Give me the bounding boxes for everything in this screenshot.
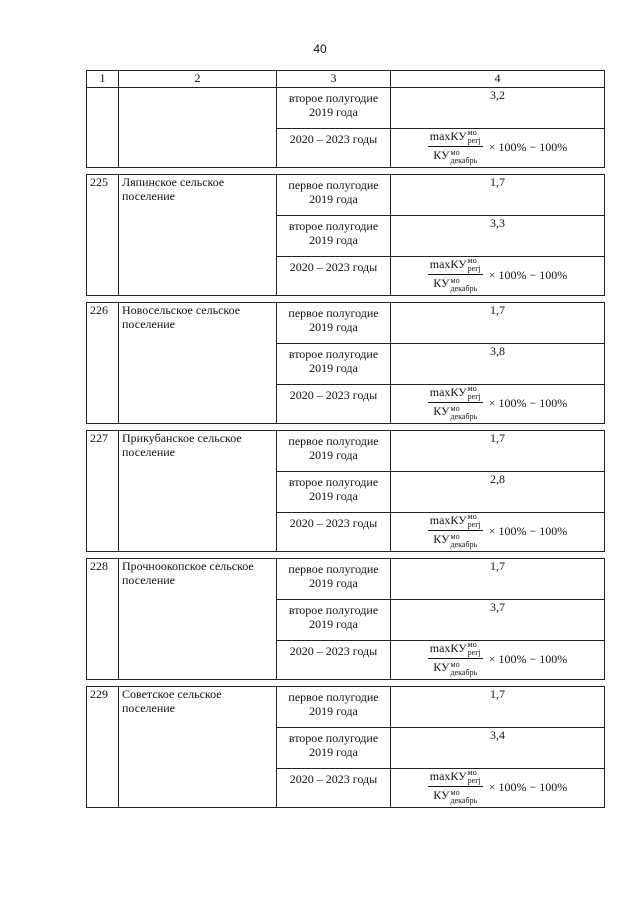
period-cell: 2020 – 2023 годы [277, 513, 391, 552]
formula-den-indices [451, 789, 478, 805]
formula-cell [391, 513, 605, 552]
formula-num-base: maxКУ [429, 769, 467, 783]
value-cell: 3,7 [391, 600, 605, 641]
formula-den-indices [451, 405, 478, 421]
formula-tail: × 100% − 100% [488, 651, 568, 666]
table-row [87, 175, 605, 216]
row-number: 225 [87, 175, 119, 296]
formula-den-sup: мо [450, 787, 460, 797]
formula-num-sub: регj [467, 520, 481, 530]
formula-tail: × 100% − 100% [488, 779, 568, 794]
value-cell: 1,7 [391, 175, 605, 216]
formula-fraction [428, 769, 483, 805]
value-cell: 3,4 [391, 728, 605, 769]
formula-num-indices [468, 385, 481, 401]
formula-denominator [431, 403, 479, 420]
period-cell: второе полугодие 2019 года [277, 216, 391, 257]
header-cell: 2 [119, 71, 277, 88]
group-separator [87, 168, 605, 175]
value-cell: 1,7 [391, 687, 605, 728]
formula-num-sup: мо [467, 128, 477, 138]
formula-den-indices [451, 533, 478, 549]
formula-numerator [428, 385, 483, 403]
formula-denominator [431, 659, 479, 676]
formula-fraction [428, 513, 483, 549]
value-cell: 1,7 [391, 303, 605, 344]
formula-den-base: КУ [433, 788, 450, 803]
formula-numerator [428, 513, 483, 531]
formula-den-sub: декабрь [450, 283, 478, 293]
row-number: 229 [87, 687, 119, 808]
period-cell: первое полугодие 2019 года [277, 175, 391, 216]
period-cell: второе полугодие 2019 года [277, 344, 391, 385]
formula-den-indices [451, 277, 478, 293]
period-cell: 2020 – 2023 годы [277, 385, 391, 424]
formula-num-sup: мо [467, 384, 477, 394]
period-cell: второе полугодие 2019 года [277, 472, 391, 513]
period-cell: второе полугодие 2019 года [277, 728, 391, 769]
header-row [87, 71, 605, 88]
row-number [87, 88, 119, 168]
formula-den-sup: мо [450, 275, 460, 285]
formula-num-base: maxКУ [429, 257, 467, 271]
settlement-name: Прочноокопское сельское поселение [119, 559, 277, 680]
formula-fraction [428, 641, 483, 677]
formula-fraction [428, 385, 483, 421]
formula-den-sup: мо [450, 147, 460, 157]
group-separator [87, 424, 605, 431]
formula-num-sub: регj [467, 392, 481, 402]
formula-den-base: КУ [433, 532, 450, 547]
separator-cell [87, 424, 605, 431]
settlement-name: Прикубанское сельское поселение [119, 431, 277, 552]
growth-formula [428, 641, 568, 677]
formula-num-sup: мо [467, 512, 477, 522]
formula-tail: × 100% − 100% [488, 139, 568, 154]
tariff-table [86, 70, 605, 808]
header-cell: 4 [391, 71, 605, 88]
value-cell: 3,3 [391, 216, 605, 257]
period-cell: 2020 – 2023 годы [277, 129, 391, 168]
formula-denominator [431, 531, 479, 548]
formula-den-sub: декабрь [450, 667, 478, 677]
formula-den-indices [451, 661, 478, 677]
settlement-name: Ляпинское сельское поселение [119, 175, 277, 296]
period-cell: второе полугодие 2019 года [277, 88, 391, 129]
formula-den-indices [451, 149, 478, 165]
formula-num-sup: мо [467, 256, 477, 266]
row-number: 228 [87, 559, 119, 680]
formula-den-sub: декабрь [450, 411, 478, 421]
formula-num-sub: регj [467, 648, 481, 658]
period-cell: первое полугодие 2019 года [277, 303, 391, 344]
formula-cell [391, 129, 605, 168]
formula-num-indices [468, 129, 481, 145]
table-row [87, 431, 605, 472]
settlement-name: Новосельское сельское поселение [119, 303, 277, 424]
settlement-name: Советское сельское поселение [119, 687, 277, 808]
table-row [87, 88, 605, 129]
formula-den-sub: декабрь [450, 795, 478, 805]
period-cell: 2020 – 2023 годы [277, 257, 391, 296]
formula-num-base: maxКУ [429, 385, 467, 399]
period-cell: 2020 – 2023 годы [277, 641, 391, 680]
formula-num-sup: мо [467, 640, 477, 650]
period-cell: 2020 – 2023 годы [277, 769, 391, 808]
table-row [87, 559, 605, 600]
formula-num-base: maxКУ [429, 129, 467, 143]
period-cell: первое полугодие 2019 года [277, 687, 391, 728]
formula-num-base: maxКУ [429, 513, 467, 527]
value-cell: 3,2 [391, 88, 605, 129]
period-cell: первое полугодие 2019 года [277, 431, 391, 472]
formula-den-base: КУ [433, 660, 450, 675]
formula-num-indices [468, 769, 481, 785]
formula-den-base: КУ [433, 148, 450, 163]
formula-cell [391, 769, 605, 808]
value-cell: 3,8 [391, 344, 605, 385]
formula-tail: × 100% − 100% [488, 523, 568, 538]
formula-num-base: maxКУ [429, 641, 467, 655]
growth-formula [428, 129, 568, 165]
separator-cell [87, 296, 605, 303]
formula-num-sub: регj [467, 136, 481, 146]
row-number: 226 [87, 303, 119, 424]
growth-formula [428, 257, 568, 293]
formula-cell [391, 385, 605, 424]
formula-fraction [428, 129, 483, 165]
formula-numerator [428, 769, 483, 787]
header-cell: 3 [277, 71, 391, 88]
value-cell: 2,8 [391, 472, 605, 513]
group-separator [87, 680, 605, 687]
row-number: 227 [87, 431, 119, 552]
formula-den-sub: декабрь [450, 155, 478, 165]
formula-num-sub: регj [467, 264, 481, 274]
settlement-name [119, 88, 277, 168]
formula-cell [391, 641, 605, 680]
formula-den-sup: мо [450, 531, 460, 541]
formula-denominator [431, 147, 479, 164]
growth-formula [428, 513, 568, 549]
formula-cell [391, 257, 605, 296]
formula-num-indices [468, 257, 481, 273]
formula-denominator [431, 275, 479, 292]
growth-formula [428, 385, 568, 421]
formula-num-sup: мо [467, 768, 477, 778]
separator-cell [87, 168, 605, 175]
formula-tail: × 100% − 100% [488, 267, 568, 282]
group-separator [87, 296, 605, 303]
value-cell: 1,7 [391, 431, 605, 472]
growth-formula [428, 769, 568, 805]
formula-fraction [428, 257, 483, 293]
formula-tail: × 100% − 100% [488, 395, 568, 410]
page-number: 40 [313, 42, 327, 56]
separator-cell [87, 552, 605, 559]
formula-num-sub: регj [467, 776, 481, 786]
formula-den-sup: мо [450, 659, 460, 669]
separator-cell [87, 680, 605, 687]
formula-numerator [428, 257, 483, 275]
group-separator [87, 552, 605, 559]
header-cell: 1 [87, 71, 119, 88]
formula-numerator [428, 641, 483, 659]
table-row [87, 303, 605, 344]
formula-denominator [431, 787, 479, 804]
formula-den-base: КУ [433, 276, 450, 291]
period-cell: первое полугодие 2019 года [277, 559, 391, 600]
formula-den-sup: мо [450, 403, 460, 413]
formula-den-base: КУ [433, 404, 450, 419]
table-row [87, 687, 605, 728]
formula-num-indices [468, 513, 481, 529]
formula-den-sub: декабрь [450, 539, 478, 549]
value-cell: 1,7 [391, 559, 605, 600]
formula-num-indices [468, 641, 481, 657]
formula-numerator [428, 129, 483, 147]
period-cell: второе полугодие 2019 года [277, 600, 391, 641]
